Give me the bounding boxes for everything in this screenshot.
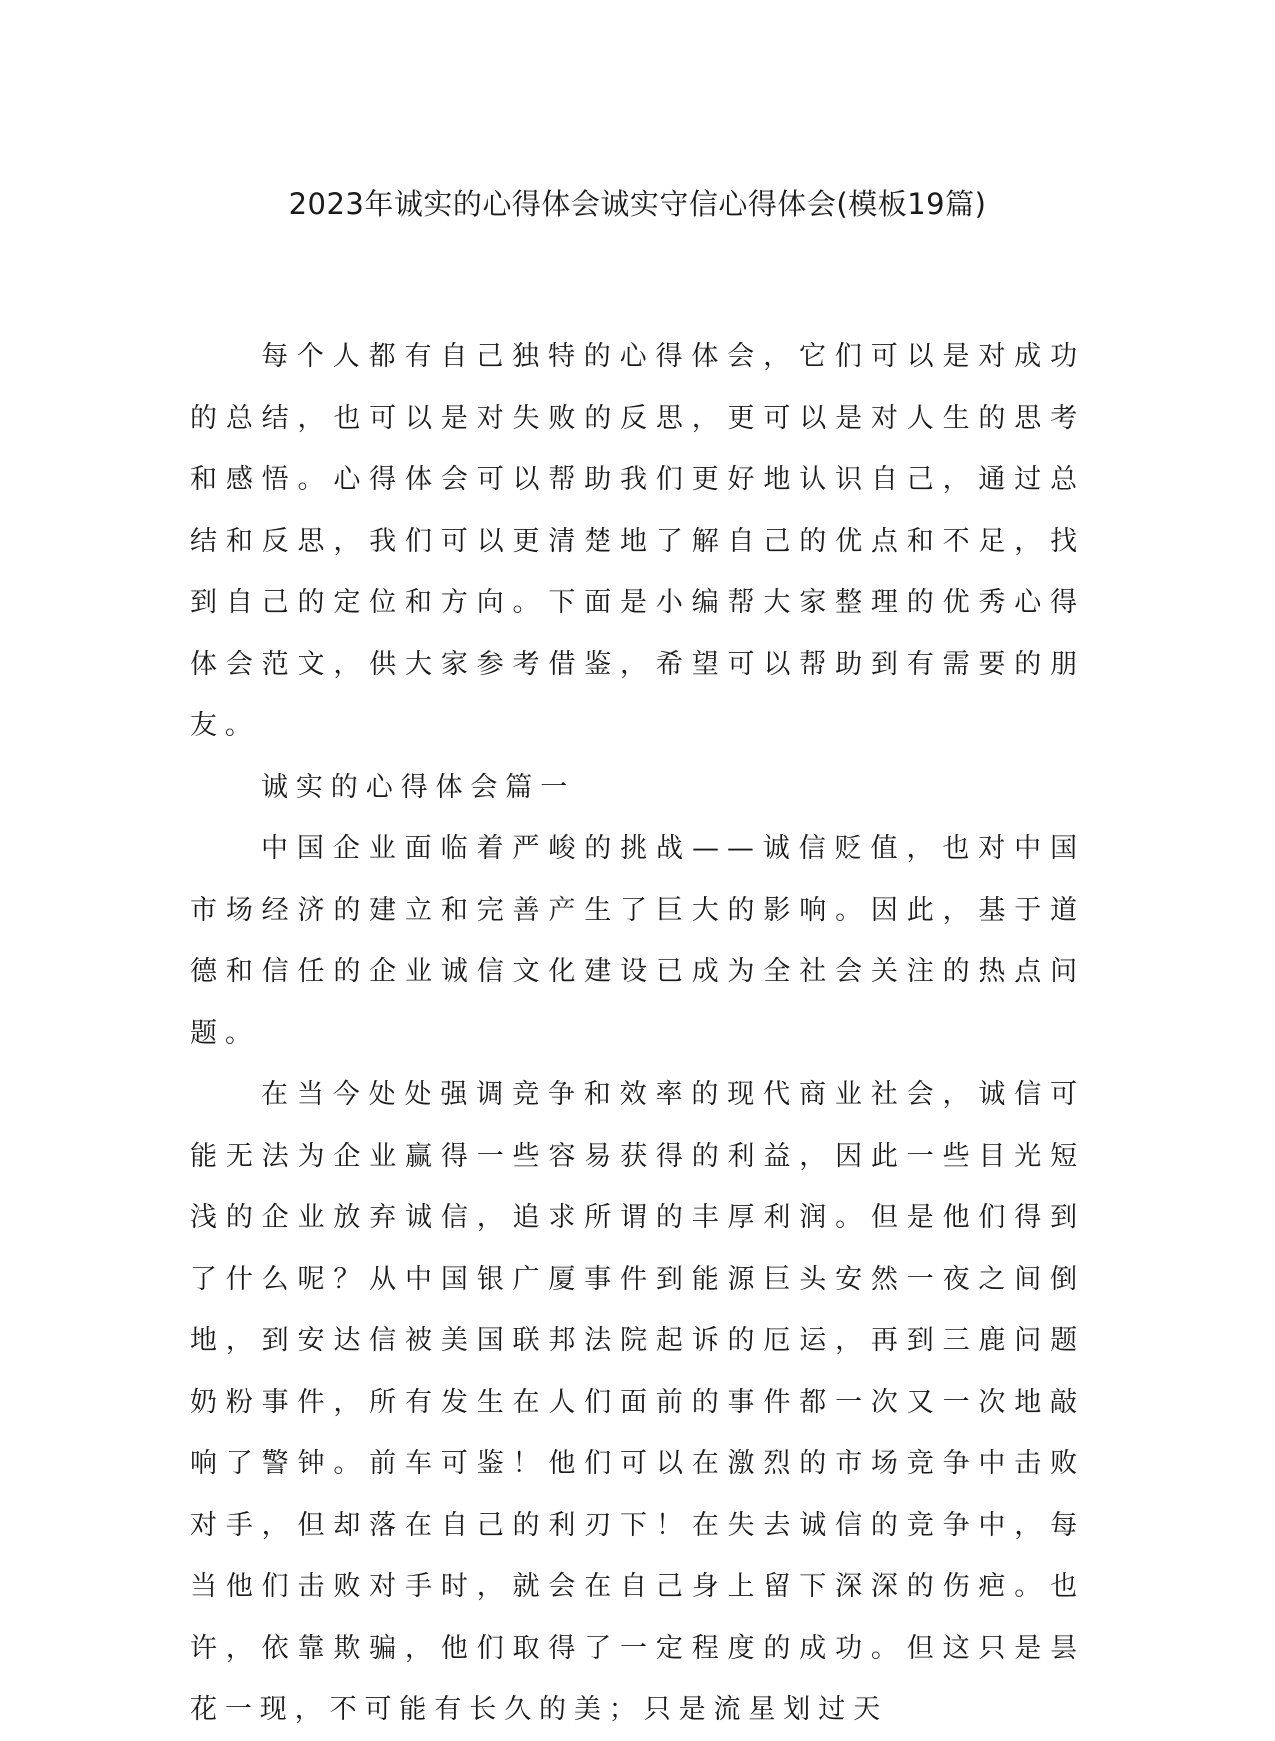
intro-paragraph: 每个人都有自己独特的心得体会，它们可以是对成功的总结，也可以是对失败的反思，更可以是对人生的思考和感悟。心得体会可以帮助我们更好地认识自己，通过总结和反思，我们可以更清楚地了解自己的优点和不足，找到自己的定位和方向。下面是小编帮大家整理的优秀心得体会范文，供大家参考借鉴，希望可以帮助到有需要的朋友。: [190, 341, 1085, 741]
document-body: [190, 326, 1085, 1741]
document-title: 2023年诚实的心得体会诚实守信心得体会(模板19篇): [288, 187, 987, 221]
body-paragraph: 在当今处处强调竞争和效率的现代商业社会，诚信可能无法为企业赢得一些容易获得的利益，因此一些目光短浅的企业放弃诚信，追求所谓的丰厚利润。但是他们得到了什么呢？从中国银广厦事件到能源巨头安然一夜之间倒地，到安达信被美国联邦法院起诉的厄运，再到三鹿问题奶粉事件，所有发生在人们面前的事件都一次又一次地敲响了警钟。前车可鉴！他们可以在激烈的市场竞争中击败对手，但却落在自己的利刃下！在失去诚信的竞争中，每当他们击败对手时，就会在自己身上留下深深的伤疤。也许，依靠欺骗，他们取得了一定程度的成功。但这只是昙花一现，不可能有长久的美；只是流星划过天: [190, 1079, 1085, 1725]
body-paragraph: 中国企业面临着严峻的挑战——诚信贬值，也对中国市场经济的建立和完善产生了巨大的影响。因此，基于道德和信任的企业诚信文化建设已成为全社会关注的热点问题。: [190, 833, 1085, 1049]
section-heading: 诚实的心得体会篇一: [261, 771, 576, 803]
